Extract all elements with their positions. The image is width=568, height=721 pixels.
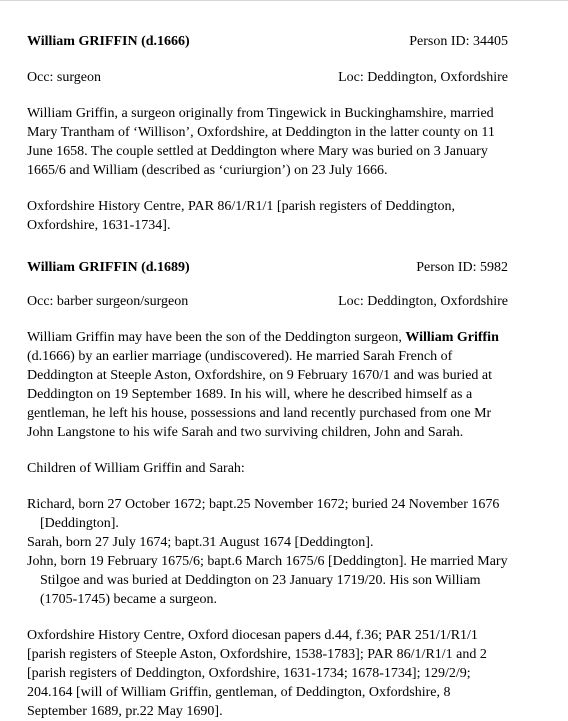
- person-id: Person ID: 5982: [416, 260, 508, 275]
- children-heading: Children of William Griffin and Sarah:: [27, 461, 245, 476]
- entry-occ-loc: [27, 68, 508, 87]
- linked-person-name: William Griffin: [405, 330, 499, 345]
- child-item: Richard, born 27 October 1672; bapt.25 November 1672; buried 24 November 1676 [Deddington].: [27, 497, 500, 531]
- biography-text: William Griffin may have been the son of the Deddington surgeon,: [27, 330, 406, 345]
- children-list: [27, 495, 508, 609]
- document-page: [27, 32, 508, 721]
- occupation: Occ: barber surgeon/surgeon: [27, 294, 189, 309]
- page-top-border: [0, 0, 568, 7]
- sources: Oxfordshire History Centre, PAR 86/1/R1/1 [parish registers of Deddington, Oxfordshire, 1631-1734].: [27, 199, 455, 233]
- sources: Oxfordshire History Centre, Oxford diocesan papers d.44, f.36; PAR 251/1/R1/1 [parish registers of Steeple Aston, Oxfordshire, 1538-1783]; PAR 86/1/R1/1 and 2 [parish registers of Deddington, Oxfordshire, 1631-1734; 1678-1734]; 129/2/9; 204.164 [will of William Griffin, gentleman, of Deddington, Oxfordshire, 8 September 1689, pr.22 May 1690].: [27, 628, 487, 719]
- child-item: John, born 19 February 1675/6; bapt.6 March 1675/6 [Deddington]. He married Mary Stilgoe and was buried at Deddington on 23 January 1719/20. His son William (1705-1745) became a surgeon.: [27, 554, 508, 607]
- person-id: Person ID: 34405: [409, 34, 508, 49]
- child-item: Sarah, born 27 July 1674; bapt.31 August 1674 [Deddington].: [27, 535, 374, 550]
- biography: [27, 328, 508, 442]
- location: Loc: Deddington, Oxfordshire: [338, 294, 508, 309]
- biography-text: (d.1666) by an earlier marriage (undiscovered). He married Sarah French of Deddington at Steeple Aston, Oxfordshire, on 9 February 1670/1 and was buried at Deddington on 19 September 1689. In his will, where he described himself as a gentleman, he left his house, possessions and land recently purchased from one Mr John Langstone to his wife Sarah and two surviving children, John and Sarah.: [27, 349, 493, 440]
- entry-occ-loc: [27, 292, 508, 311]
- person-name: William GRIFFIN (d.1689): [27, 260, 190, 275]
- biography: William Griffin, a surgeon originally from Tingewick in Buckinghamshire, married Mary Trantham of ‘Willison’, Oxfordshire, at Deddington in the latter county on 11 June 1658. The couple settled at Deddington where Mary was buried on 3 January 1665/6 and William (described as ‘curiurgion’) on 23 July 1666.: [27, 106, 495, 178]
- person-entry-1689: [27, 258, 508, 721]
- entry-header: [27, 258, 508, 277]
- person-entry-1666: [27, 32, 508, 235]
- person-name: William GRIFFIN (d.1666): [27, 34, 190, 49]
- location: Loc: Deddington, Oxfordshire: [338, 70, 508, 85]
- occupation: Occ: surgeon: [27, 70, 101, 85]
- entry-header: [27, 32, 508, 51]
